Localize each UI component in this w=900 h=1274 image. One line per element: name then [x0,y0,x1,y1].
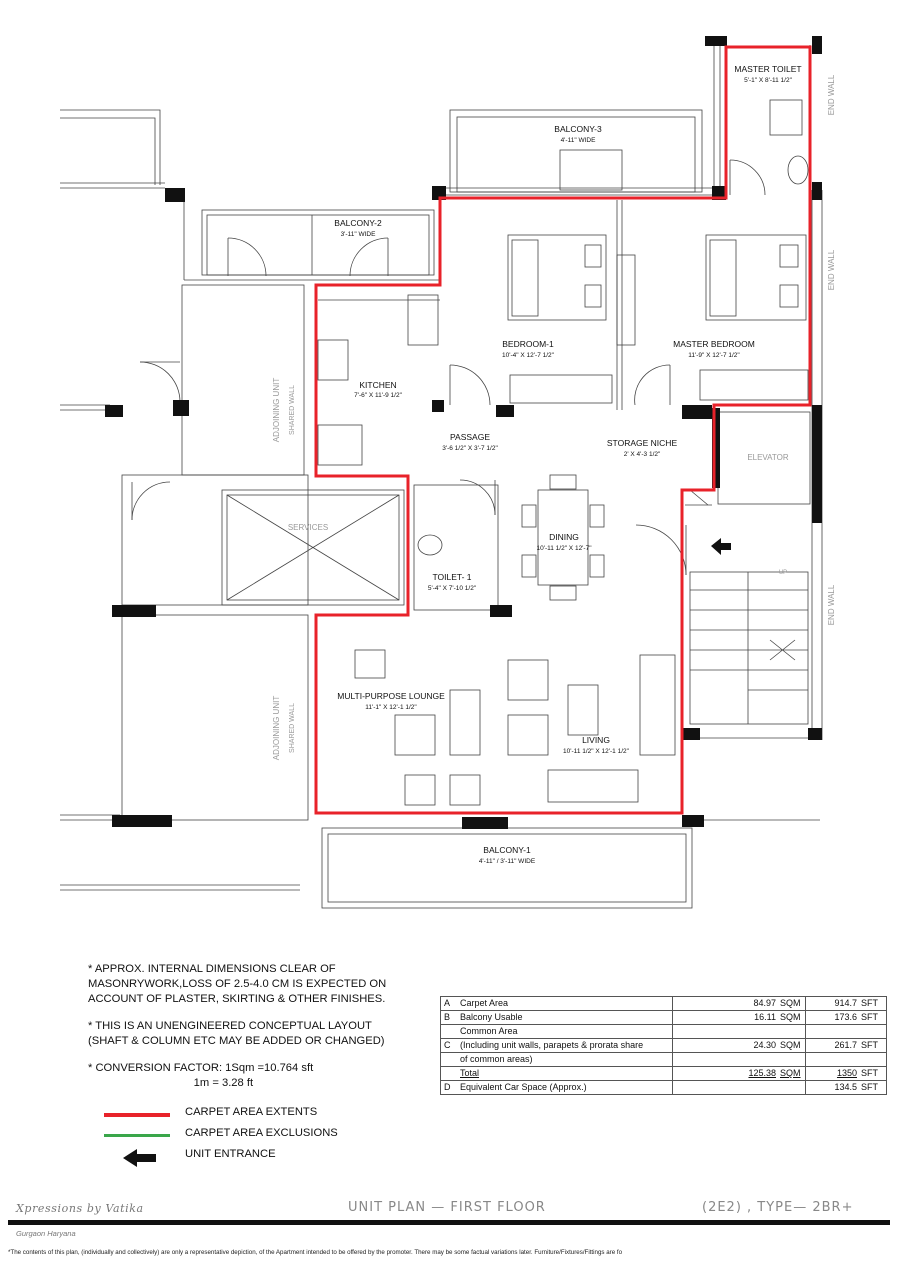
row-sft [806,1025,861,1039]
area-table-row [441,1053,887,1067]
row-sqm-unit: SQM [779,1039,806,1053]
row-label: Balcony Usable [457,1011,673,1025]
area-table-row [441,1025,887,1039]
legend-unit-entrance [100,1148,430,1169]
disclaimer: *The contents of this plan, (individually and collectively) are only a representative depiction, of the Apartment intended to be offered by the promoter. There may be some factual variations later. Furniture/Fixtures/Fittings are fo [8,1249,623,1256]
area-table-row [441,1011,887,1025]
row-sqm-unit: SQM [779,1067,806,1081]
area-table-row [441,997,887,1011]
adjoining-unit-label-1: ADJOINING UNIT [272,377,281,443]
balcony1-dim: 4'-11" / 3'-11" WIDE [478,858,536,865]
legend [100,1106,430,1169]
end-wall-label-1: END WALL [827,74,836,116]
passage-label: PASSAGE [450,432,490,442]
note-conversion-meter: 1m = 3.28 ft [88,1077,254,1089]
dining-dim: 10'-11 1/2" X 12'-7" [536,545,592,552]
row-sft-unit: SFT [860,997,887,1011]
row-sqm-unit [779,1025,806,1039]
area-table-row [441,1081,887,1095]
row-sqm [673,1053,780,1067]
row-sft-unit: SFT [860,1067,887,1081]
row-label: Total [457,1067,673,1081]
row-label: of common areas) [457,1053,673,1067]
toilet1-dim: 5'-4" X 7'-10 1/2" [427,585,477,592]
row-label: (Including unit walls, parapets & prorata share [457,1039,673,1053]
passage-dim: 3'-6 1/2" X 3'-7 1/2" [442,445,498,452]
legend-carpet-extents-label: CARPET AREA EXTENTS [185,1106,318,1118]
legend-carpet-exclusions [100,1127,430,1148]
living-dim: 10'-11 1/2" X 12'-1 1/2" [563,748,629,755]
kitchen-label: KITCHEN [359,380,397,390]
row-key [441,1067,458,1081]
row-sqm: 16.11 [673,1011,780,1025]
plan-title: UNIT PLAN — FIRST FLOOR [348,1200,546,1215]
row-sft: 134.5 [806,1081,861,1095]
master-toilet-dim: 5'-1" X 8'-11 1/2" [744,77,792,84]
location: Gurgaon Haryana [16,1229,76,1238]
balcony2-label: BALCONY-2 [334,218,382,228]
row-sft: 1350 [806,1067,861,1081]
row-sft [806,1053,861,1067]
footer-rule [8,1220,890,1225]
row-key: D [441,1081,458,1095]
note-dimensions: * APPROX. INTERNAL DIMENSIONS CLEAR OF MASONRYWORK,LOSS OF 2.5-4.0 CM IS EXPECTED ON ACCOUNT OF PLASTER, SKIRTING & OTHER FINISHES. [88,963,387,1005]
dining-label: DINING [549,532,579,542]
bedroom1-dim: 10'-4" X 12'-7 1/2" [502,352,554,359]
row-sqm: 84.97 [673,997,780,1011]
row-sft-unit: SFT [860,1039,887,1053]
master-bedroom-dim: 11'-9" X 12'-7 1/2" [688,352,740,359]
row-sft-unit: SFT [860,1081,887,1095]
row-sqm [673,1025,780,1039]
legend-carpet-exclusions-label: CARPET AREA EXCLUSIONS [185,1127,338,1139]
row-sft-unit [860,1025,887,1039]
row-sqm-unit [779,1053,806,1067]
bedroom1-label: BEDROOM-1 [502,339,554,349]
adjoining-unit-label-2: ADJOINING UNIT [272,695,281,761]
note-layout: * THIS IS AN UNENGINEERED CONCEPTUAL LAYOUT (SHAFT & COLUMN ETC MAY BE ADDED OR CHANGED) [88,1020,385,1047]
storage-niche-label: STORAGE NICHE [606,438,678,448]
legend-unit-entrance-label: UNIT ENTRANCE [185,1148,276,1160]
unit-type-code: (2E2) , TYPE— 2BR+ [702,1200,854,1215]
row-sft: 914.7 [806,997,861,1011]
end-wall-label-3: END WALL [827,584,836,626]
living-label: LIVING [582,735,610,745]
brand-name: Xpressions by Vatika [16,1202,144,1215]
entrance-arrow-icon [122,1148,158,1168]
balcony3-label: BALCONY-3 [554,124,602,134]
row-label: Carpet Area [457,997,673,1011]
plan-notes [88,962,418,1091]
kitchen-dim: 7'-6" X 11'-9 1/2" [354,392,402,399]
note-conversion: * CONVERSION FACTOR: 1Sqm =10.764 sft [88,1062,314,1074]
row-sqm-unit: SQM [779,1011,806,1025]
lounge-label: MULTI-PURPOSE LOUNGE [337,691,445,701]
row-key [441,1025,458,1039]
unit-entrance-arrow-icon [711,538,731,555]
row-label: Common Area [457,1025,673,1039]
area-table-row [441,1039,887,1053]
stair-up-label: UP [778,570,788,576]
storage-niche-dim: 2' X 4'-3 1/2" [623,451,661,458]
row-sft-unit [860,1053,887,1067]
services-label: SERVICES [287,523,329,532]
legend-carpet-extents [100,1106,430,1127]
row-sqm: 125.38 [673,1067,780,1081]
red-line-swatch [104,1113,170,1117]
green-line-swatch [104,1134,170,1137]
lounge-dim: 11'-1" X 12'-1 1/2" [365,704,417,711]
area-statement-table [440,996,887,1095]
shared-wall-label-1: SHARED WALL [289,385,296,435]
master-bedroom-label: MASTER BEDROOM [673,339,755,349]
balcony1-label: BALCONY-1 [483,845,531,855]
shared-wall-label-2: SHARED WALL [289,703,296,753]
row-sft: 261.7 [806,1039,861,1053]
row-sqm [673,1081,780,1095]
row-key [441,1053,458,1067]
balcony2-dim: 3'-11" WIDE [340,231,376,238]
row-label: Equivalent Car Space (Approx.) [457,1081,673,1095]
row-key: B [441,1011,458,1025]
row-key: C [441,1039,458,1053]
area-table-row [441,1067,887,1081]
row-sqm-unit: SQM [779,997,806,1011]
elevator-label: ELEVATOR [747,453,789,462]
master-toilet-label: MASTER TOILET [734,64,802,74]
row-sqm: 24.30 [673,1039,780,1053]
row-sqm-unit [779,1081,806,1095]
row-key: A [441,997,458,1011]
end-wall-label-2: END WALL [827,249,836,291]
row-sft: 173.6 [806,1011,861,1025]
balcony3-dim: 4'-11" WIDE [560,137,596,144]
toilet1-label: TOILET- 1 [432,572,472,582]
row-sft-unit: SFT [860,1011,887,1025]
